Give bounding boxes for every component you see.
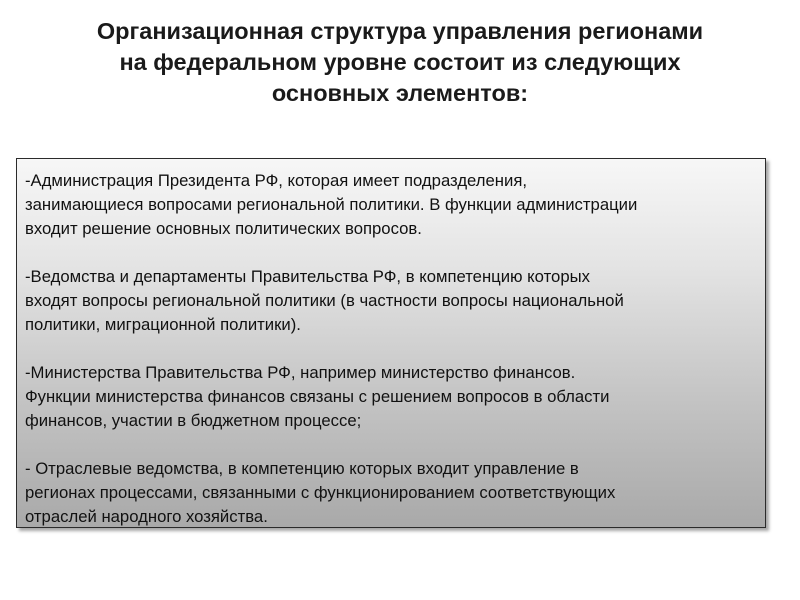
item-text-line: -Ведомства и департаменты Правительства РФ, в компетенцию которых — [25, 267, 590, 286]
item-text-line: -Администрация Президента РФ, которая имеет подразделения, — [25, 171, 528, 190]
item-text-line: входят вопросы региональной политики (в частности вопросы национальной — [25, 291, 624, 310]
slide-title — [40, 16, 760, 109]
item-text-line: Функции министерства финансов связаны с решением вопросов в области — [25, 387, 610, 406]
item-text-line: -Министерства Правительства РФ, например министерство финансов. — [25, 363, 576, 382]
title-line: Организационная структура управления регионами — [96, 18, 704, 44]
item-text-line: занимающиеся вопросами региональной политики. В функции администрации — [25, 195, 638, 214]
item-text-line: - Отраслевые ведомства, в компетенцию которых входит управление в — [25, 459, 579, 478]
item-text-line: отраслей народного хозяйства. — [25, 507, 268, 526]
item-text-line: регионах процессами, связанными с функционированием соответствующих — [25, 483, 616, 502]
item-text-line: политики, миграционной политики). — [25, 315, 301, 334]
item-text-line: финансов, участии в бюджетном процессе; — [25, 411, 362, 430]
content-box — [16, 158, 766, 528]
list-item-ministries — [25, 361, 757, 433]
list-item-administration — [25, 169, 757, 241]
item-text-line: входит решение основных политических вопросов. — [25, 219, 422, 238]
list-item-departments — [25, 265, 757, 337]
title-line: на федеральном уровне состоит из следующих — [119, 49, 681, 75]
list-item-sector-agencies — [25, 457, 757, 529]
title-line: основных элементов: — [271, 80, 529, 106]
